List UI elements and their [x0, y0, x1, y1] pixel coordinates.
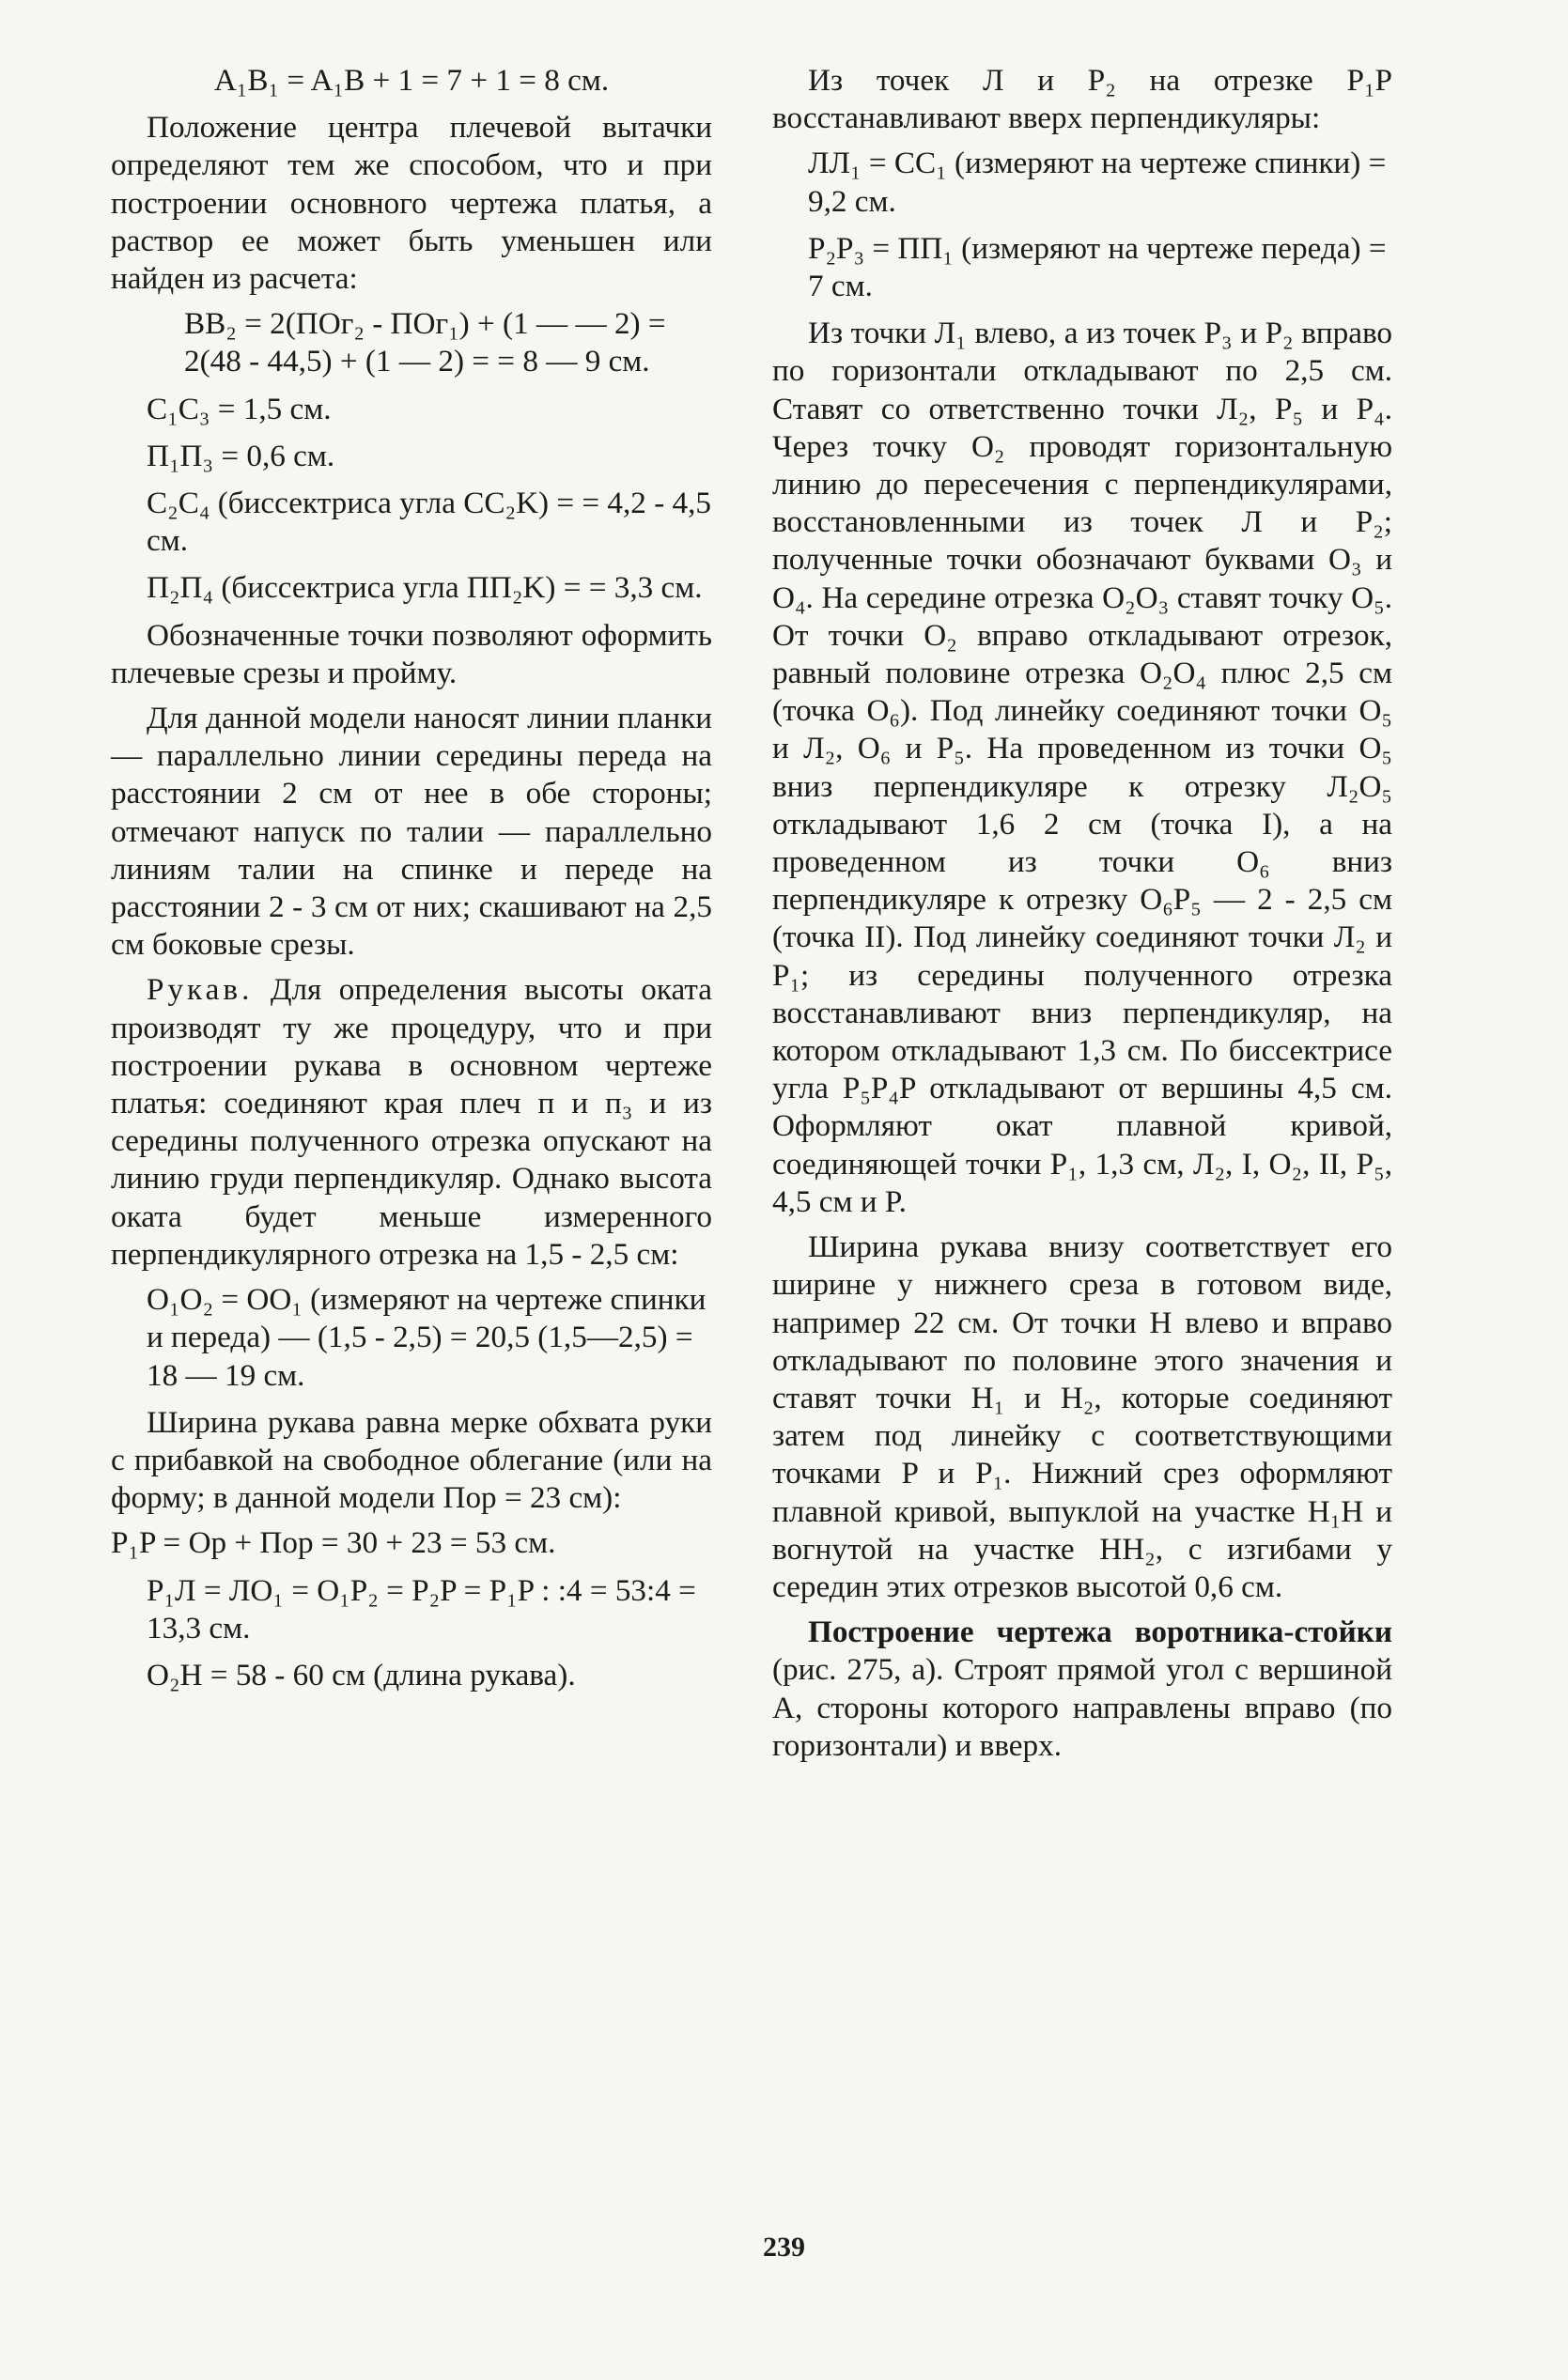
paragraph: Ширина рукава равна мерке обхвата руки с прибавкой на свободное облегание (или на форму; в данной модели Пор = 23 см): [111, 1404, 712, 1516]
formula: BB₂ = 2(ПОг₂ - ПОг₁) + (1 — — 2) = 2(48 - 44,5) + (1 — 2) = = 8 — 9 см. [184, 306, 666, 379]
formula: P₂P₃ = ПП₁ (измеряют на чертеже переда) = 7 см. [808, 230, 1387, 304]
section-heading: Рукав. [147, 972, 254, 1008]
paragraph-text: Для определения высоты оката производят ту же процедуру, что и при построении рукава в основном чертеже платья: соединяют края плеч п и п₃ и из середины полученного отрезка опускают на линию груди перпендикуляр. Однако высота оката будет меньше измеренного перпендикулярного отрезка на 1,5 - 2,5 см: [111, 972, 713, 1272]
formula: C₂C₄ (биссектриса угла CC₂K) = = 4,2 - 4,5 см. [147, 486, 712, 559]
paragraph: Ширина рукава внизу соответствует его ширине у нижнего среза в готовом виде, например 22 см. От точки H влево и вправо откладывают по половине этого значения и ставят точки H₁ и H₂, которые соединяют затем под линейку с соответствующими точками P и P₁. Нижний срез оформляют плавной кривой, выпуклой на участке H₁H и вогнутой на участке HH₂, с изгибами у середин этих отрезков высотой 0,6 см. [772, 1229, 1392, 1604]
paragraph: Из точки Л₁ влево, а из точек P₃ и P₂ вправо по горизонтали откладывают по 2,5 см. Ставят со ответственно точки Л₂, P₅ и P₄. Через точку O₂ проводят горизонтальную линию до пересечения с перпендикулярами, восстановленными из точек Л и P₂; полученные точки обозначают буквами O₃ и O₄. На середине отрезка O₂O₃ ставят точку O₅. От точки O₂ вправо откладывают отрезок, равный половине отрезка O₂O₄ плюс 2,5 см (точка O₆). Под линейку соединяют точки O₅ и Л₂, O₆ и P₅. На проведенном из точки O₅ вниз перпендикуляре к отрезку Л₂O₅ откладывают 1,6 2 см (точка I), а на проведенном из точки O₆ вниз перпендикуляре к отрезку O₆P₅ — 2 - 2,5 см (точка II). Под линейку соединяют точки Л₂ и P₁; из середины полученного отрезка восстанавливают вниз перпендикуляр, на котором откладывают 1,3 см. По биссектрисе угла P₅P₄P откладывают от вершины 4,5 см. Оформляют окат плавной кривой, соединяющей точки P₁, 1,3 см, Л₂, I, O₂, II, P₅, 4,5 см и P. [772, 316, 1392, 1219]
formula: ЛЛ₁ = CC₁ (измеряют на чертеже спинки) = 9,2 см. [808, 146, 1387, 219]
formula: P₁Л = ЛО₁ = O₁P₂ = P₂P = P₁P : :4 = 53:4 = 13,3 см. [147, 1572, 696, 1646]
paragraph: Положение центра плечевой вытачки определяют тем же способом, что и при построении основного чертежа платья, а раствор ее может быть уменьшен или найден из расчета: [111, 110, 712, 297]
formula: A₁B₁ = A₁B + 1 = 7 + 1 = 8 см. [213, 63, 610, 98]
right-column [772, 62, 1392, 1772]
formula: P₁P = Op + Пор = 30 + 23 = 53 см. [111, 1525, 556, 1561]
formula: П₁П₃ = 0,6 см. [147, 438, 335, 473]
paragraph [111, 971, 712, 1274]
formula: C₁C₃ = 1,5 см. [147, 391, 332, 426]
formula: O₁O₂ = OO₁ (измеряют на чертеже спинки и переда) — (1,5 - 2,5) = 20,5 (1,5—2,5) = 18 — 19 см. [147, 1282, 706, 1393]
paragraph-text: (рис. 275, а). Строят прямой угол с вершиной A, стороны которого направлены вправо (по горизонтали) и вверх. [772, 1652, 1392, 1763]
left-column [111, 62, 712, 1704]
paragraph: Из точек Л и P₂ на отрезке P₁P восстанавливают вверх перпендикуляры: [772, 63, 1392, 136]
paragraph: Для данной модели наносят линии планки — параллельно линии середины переда на расстоянии 2 см от нее в обе стороны; отмечают напуск по талии — параллельно линиям талии на спинке и переде на расстоянии 2 - 3 см от них; скашивают на 2,5 см боковые срезы. [111, 701, 712, 963]
paragraph [772, 1614, 1392, 1765]
paragraph: Обозначенные точки позволяют оформить плечевые срезы и пройму. [111, 617, 712, 690]
page-number: 239 [763, 2232, 805, 2263]
formula: O₂H = 58 - 60 см (длина рукава). [147, 1657, 576, 1692]
formula: П₂П₄ (биссектриса угла ПП₂K) = = 3,3 см. [147, 570, 703, 606]
section-heading: Построение чертежа воротника-стойки [808, 1615, 1392, 1650]
